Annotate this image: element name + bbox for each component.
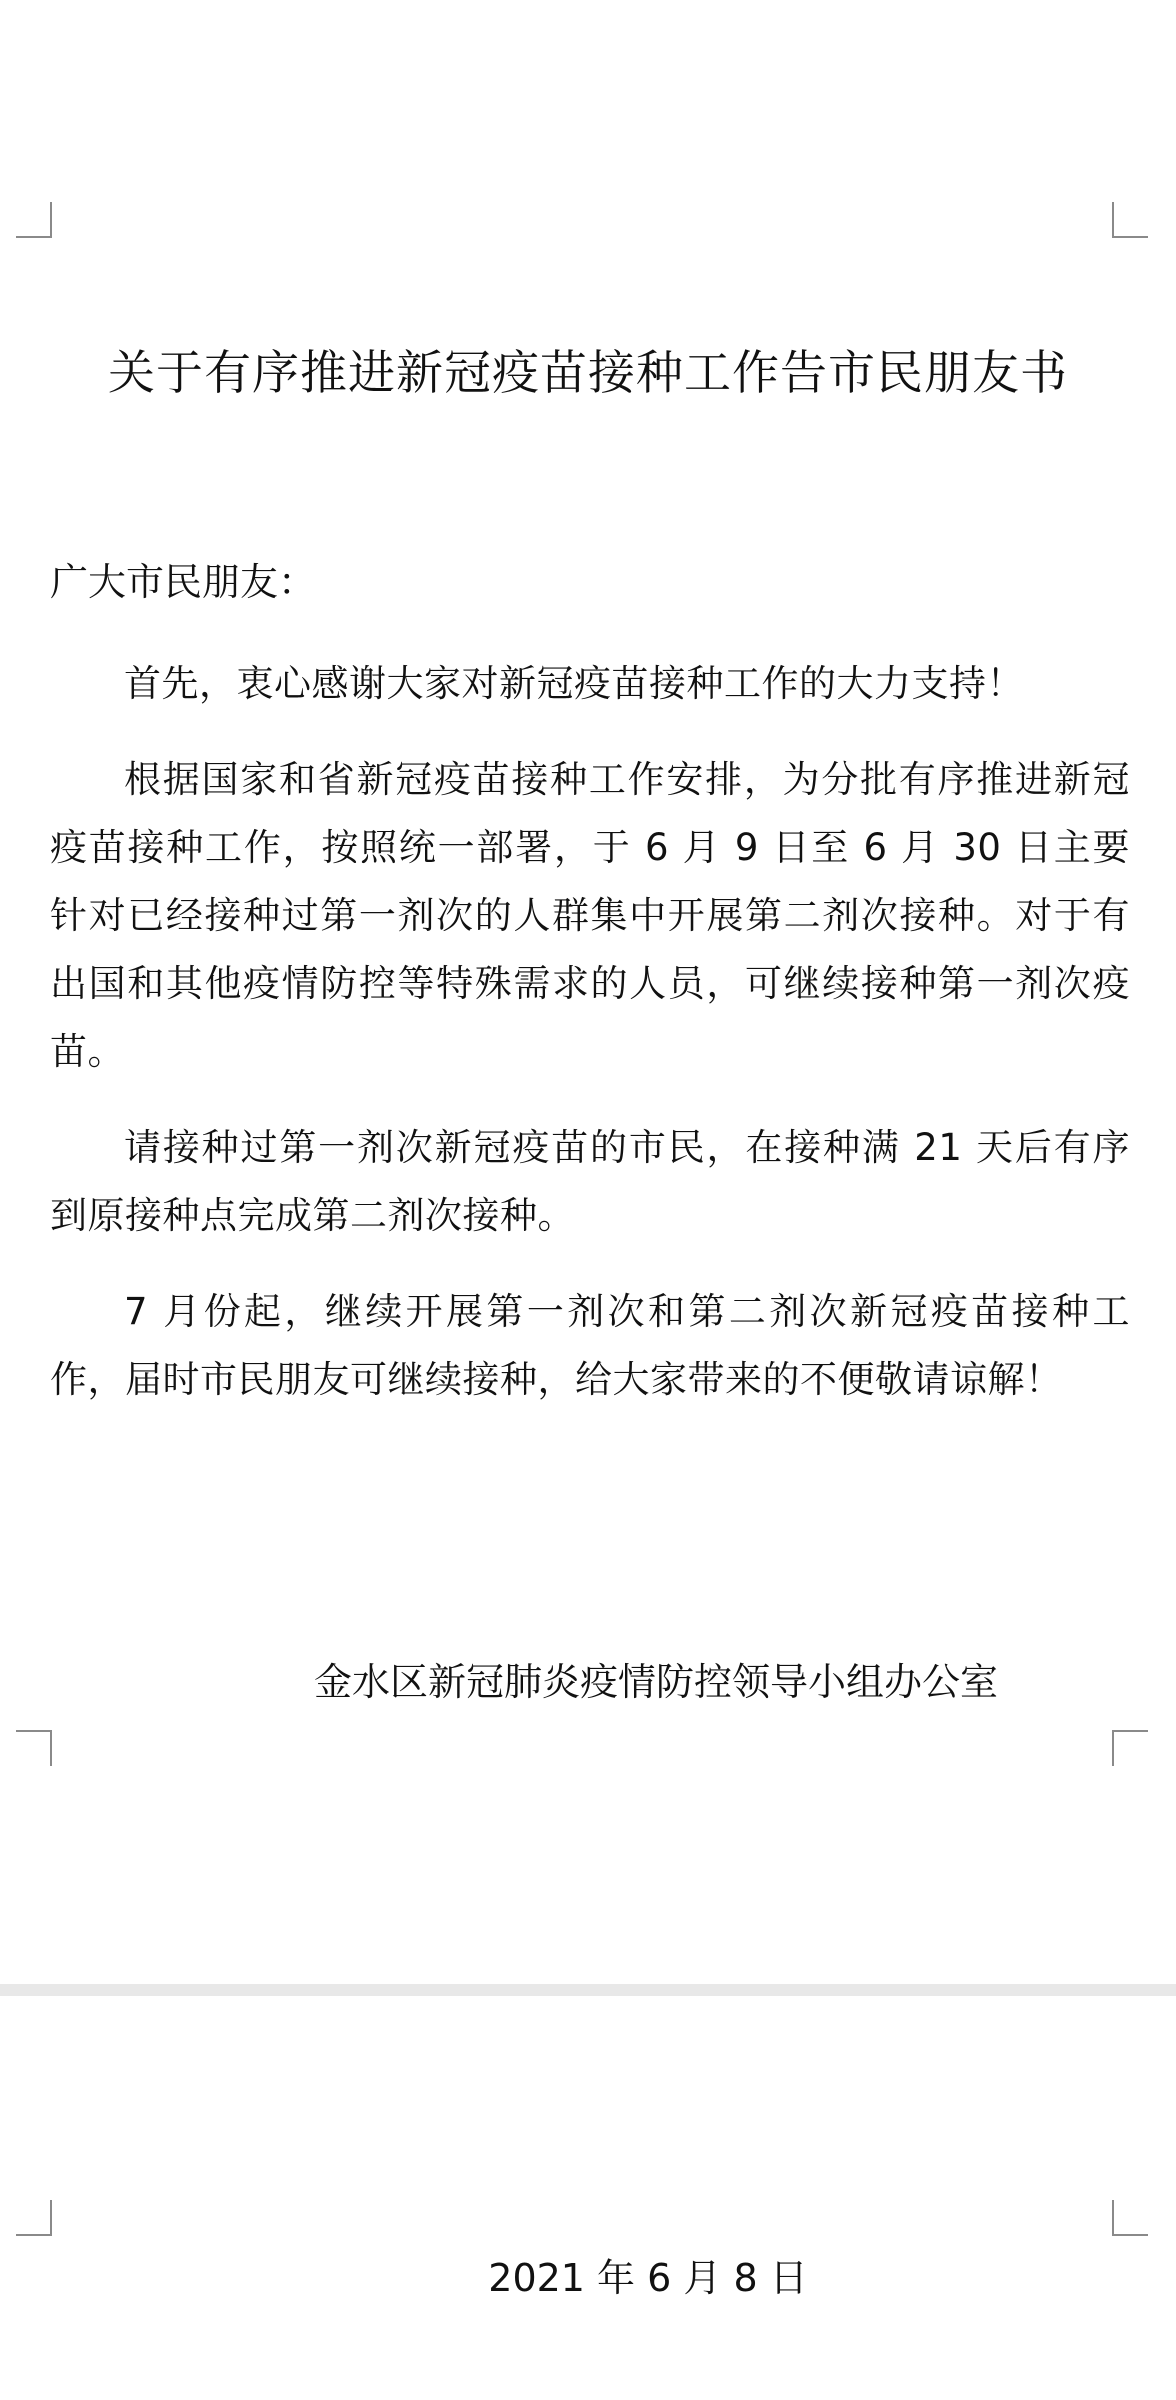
paragraph: 首先，衷心感谢大家对新冠疫苗接种工作的大力支持！: [124, 662, 1024, 705]
letter-date: 2021 年 6 月 8 日: [488, 2256, 808, 2300]
paragraph: 请接种过第一剂次新冠疫苗的市民，在接种满 21 天后有序到原接种点完成第二剂次接种。: [50, 1126, 1130, 1237]
margin-corner-mark: [16, 202, 52, 238]
paragraph: 根据国家和省新冠疫苗接种工作安排，为分批有序推进新冠疫苗接种工作，按照统一部署，于 6 月 9 日至 6 月 30 日主要针对已经接种过第一剂次的人群集中开展第二剂次接种。对于有出国和其他疫情防控等特殊需求的人员，可继续接种第一剂次疫苗。: [50, 758, 1130, 1073]
margin-corner-mark: [16, 2200, 52, 2236]
margin-corner-mark: [1112, 202, 1148, 238]
document-page-2: [0, 1996, 1176, 2400]
margin-corner-mark: [16, 1730, 52, 1766]
letter-body: [50, 650, 1130, 1442]
margin-corner-mark: [1112, 2200, 1148, 2236]
salutation: 广大市民朋友：: [50, 560, 317, 604]
margin-corner-mark: [1112, 1730, 1148, 1766]
paragraph: 7 月份起，继续开展第一剂次和第二剂次新冠疫苗接种工作，届时市民朋友可继续接种，给大家带来的不便敬请谅解！: [50, 1290, 1130, 1401]
signature: 金水区新冠肺炎疫情防控领导小组办公室: [314, 1660, 999, 1704]
document-title: 关于有序推进新冠疫苗接种工作告市民朋友书: [108, 346, 1068, 401]
page-separator: [0, 1984, 1176, 1996]
